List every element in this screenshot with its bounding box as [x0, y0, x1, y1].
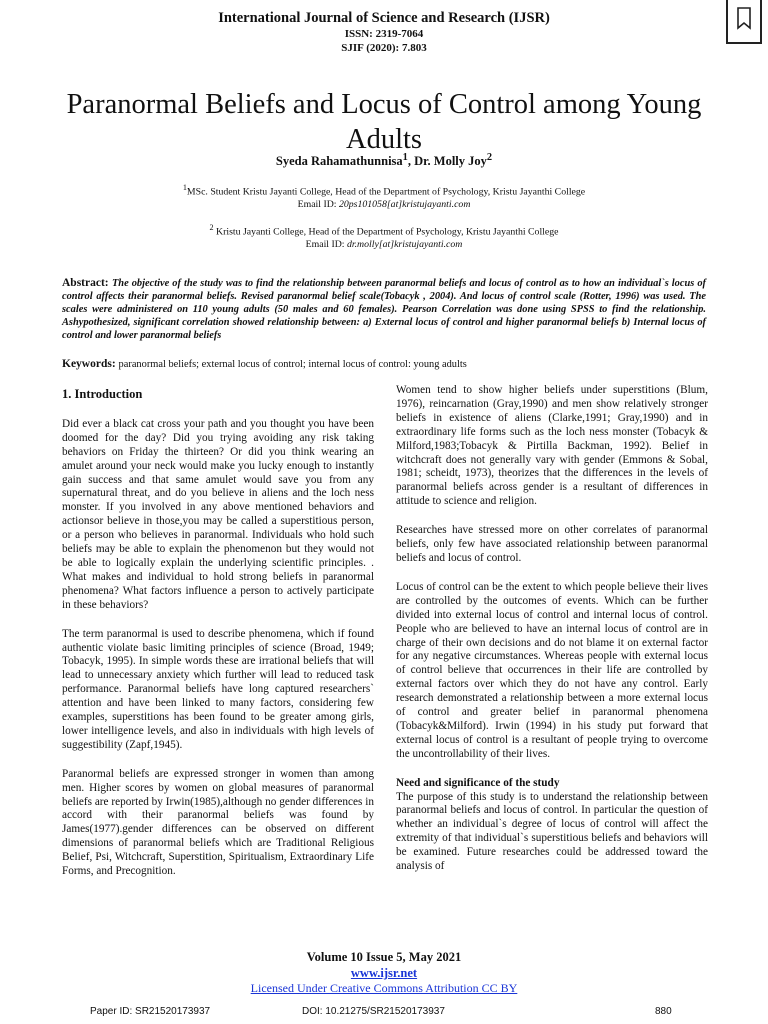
license-link[interactable]: Licensed Under Creative Commons Attribution CC BY	[250, 981, 518, 995]
paragraph: Women tend to show higher beliefs under superstitions (Blum, 1976), reincarnation (Gray,1990) and men show relatively stronger beliefs in existence of aliens (Clarke,1991; Gray,1990) and in extraordinary life forms such as the loch ness monster (Tobacyk & Milford,1983;Tobacyk & Pirtilla Backman, 1992). Belief in witchcraft does not generally vary with gender (Emmons & Sobal, 1981; scheidt, 1973), theorizes that the differences in the levels of paranormal beliefs across gender is a resultant of differences in attitude to science and religion.	[396, 384, 708, 508]
page-footer	[0, 950, 768, 996]
paragraph: Paranormal beliefs are expressed stronger in women than among men. Higher scores by women on global measures of paranormal beliefs are reported by Irwin(1985),although no gender differences in accord with their paranormal beliefs was found by James(1977).gender differences can be observed on different dimensions of paranormal beliefs which are Traditional Religious Belief, Psi, Witchcraft, Superstition, Spiritualism, Extraordinary Life Forms, and Precognition.	[62, 767, 374, 878]
affiliation-2-sup: 2	[209, 223, 214, 232]
email-1[interactable]: 20ps101058[at]kristujayanti.com	[338, 198, 471, 210]
paper-title: Paranormal Beliefs and Locus of Control among Young Adults	[66, 89, 702, 156]
author-1: Syeda Rahamathunnisa	[275, 154, 403, 169]
author-2: Dr. Molly Joy	[414, 154, 487, 169]
affiliation-1-text: MSc. Student Kristu Jayanti College, Head of the Department of Psychology, Kristu Jayanthi College	[186, 186, 586, 198]
paragraph: Did ever a black cat cross your path and you thought you have been doomed for the day? Did you trying avoiding any risk taking behaviors on Friday the thirteen? Or did you think wearing an amulet around your neck would make you lucky enough to instantly gain success and that same amulet would save you from any supernatural threat, and do you believe in aliens and the loch ness monster. If you involved in any above mentioned behaviors and actionsor believe in those,you may be called a superstitious person, or a person who believes in paranormal. Individuals who hold such beliefs may be able to explain the phenomenon but they would not be able to logically explain the underlying scientific principles. . What makes and individual to hold strong beliefs in paranormal phenomena? What factors influence a person to actively participate in these behaviors?	[62, 417, 374, 611]
keywords-label: Keywords:	[62, 358, 119, 370]
affiliation-1	[0, 182, 768, 211]
keywords	[62, 358, 706, 370]
paper-id: Paper ID: SR21520173937	[90, 1006, 211, 1017]
authors	[0, 152, 768, 169]
paragraph: The term paranormal is used to describe phenomena, which if found authentic violate basic limiting principles of science (Broad, 1949; Tobacyk, 1995). In simple words these are irrational beliefs that will lead to unnecessary anxiety which further will lead to reduced task performance. Paranormal beliefs have long captured researchers` attention and have been linked to many factors, considering few examples, superstitions has been found to be greater among girls, lower intelligence levels, and also in individuals with high levels of suggestibility (Zapf,1945).	[62, 627, 374, 751]
volume-info: Volume 10 Issue 5, May 2021	[306, 950, 462, 964]
paragraph: Locus of control can be the extent to which people believe their lives are controlled by the outcomes of events. Which can be further divided into external locus of control and internal locus of control. People who are believed to have an internal locus of control are in charge of their own decisions and do not blame it on external factor for any negative circumstances. Whereas people with external locus of control believe that occurrences in their life are controlled by external factors over which they do not have any control. Early research demonstrated a relationship between a more external locus of control and greater belief in paranormal phenomena (Tobacyk&Milford). Irwin (1994) in his study put forward that external locus of control is a resultant of people trying to overcome the uncontrollability of their lives.	[396, 580, 708, 760]
affiliation-1-sup: 1	[182, 183, 187, 192]
affiliation-2	[0, 222, 768, 251]
email-2[interactable]: dr.molly[at]kristujayanti.com	[346, 238, 463, 250]
right-column	[396, 384, 708, 889]
doi: DOI: 10.21275/SR21520173937	[302, 1006, 445, 1017]
subsection-heading: Need and significance of the study	[396, 776, 560, 789]
bottom-bar	[0, 1006, 768, 1020]
author-2-sup: 2	[486, 152, 493, 163]
affiliation-2-text: Kristu Jayanti College, Head of the Department of Psychology, Kristu Jayanthi College	[213, 226, 559, 238]
paragraph: The purpose of this study is to understand the relationship between paranormal beliefs and locus of control. In particular the question of whether an individual`s degree of locus of control will affect the extremity of that individual`s superstitious beliefs and behaviors will be examined. Future researches could be addressed toward the analysis of	[396, 790, 708, 873]
keywords-text: paranormal beliefs; external locus of control; internal locus of control: young adults	[118, 359, 467, 370]
website-link[interactable]: www.ijsr.net	[350, 966, 418, 980]
page-number: 880	[655, 1006, 672, 1017]
email-2-label: Email ID:	[305, 238, 347, 250]
left-column	[62, 384, 374, 894]
sjif: SJIF (2020): 7.803	[341, 42, 427, 54]
abstract-text: The objective of the study was to find the relationship between paranormal beliefs and locus of control as to how an individual`s locus of control affects their paranormal beliefs. Revised paranormal belief scale(Tobacyk , 2004). And locus of control scale (Rotter, 1996) was used. The scales were administered on 110 young adults (50 males and 60 females). Pearson Correlation was done using SPSS to find the relationship. Ashypothesized, significant correlation showed relationship between: a) External locus of control and higher paranormal beliefs b) Internal locus of control and lower paranormal beliefs	[62, 278, 707, 341]
abstract-label: Abstract:	[62, 277, 112, 289]
journal-name: International Journal of Science and Research (IJSR)	[218, 10, 550, 26]
email-1-label: Email ID:	[297, 198, 339, 210]
abstract	[62, 277, 706, 342]
author-1-sup: 1	[402, 152, 408, 163]
journal-header	[0, 10, 768, 55]
section-heading-introduction: 1. Introduction	[62, 387, 143, 401]
author-separator: ,	[407, 154, 415, 169]
paragraph: Researches have stressed more on other correlates of paranormal beliefs, only few have associated relationship between paranormal beliefs and locus of control.	[396, 524, 708, 564]
issn: ISSN: 2319-7064	[344, 28, 424, 40]
